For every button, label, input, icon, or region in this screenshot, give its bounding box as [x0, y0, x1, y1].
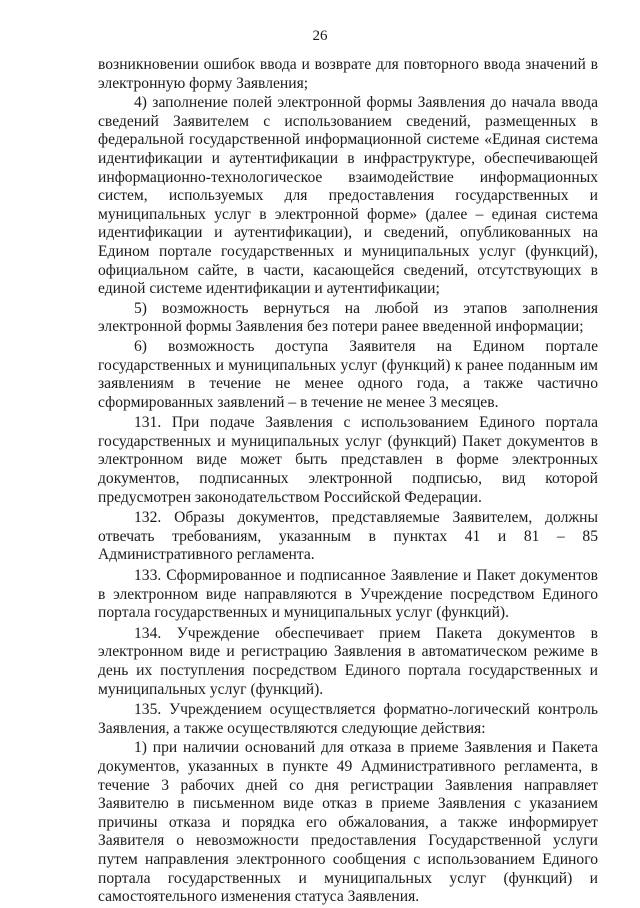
page-number: 26 [312, 28, 328, 44]
list-item-6: 6) возможность доступа Заявителя на Едином портале государственных и муниципальных услуг (функций) к ранее поданным им заявлениям в течение не менее одного года, а также частично сформированных заявлений – в течение не менее 3 месяцев. [98, 337, 598, 411]
list-item-1: 1) при наличии оснований для отказа в приеме Заявления и Пакета документов, указанных в пункте 49 Административного регламента, в течение 3 рабочих дней со дня регистрации Заявления направляет Заявителю в письменном виде отказ в приеме Заявления с указанием причины отказа и порядка его обжалования, а также информирует Заявителя о невозможности предоставления Государственной услуги путем направления электронного сообщения с использованием Единого портала государственных и муниципальных услуг (функций) и самостоятельного изменения статуса Заявления. [98, 739, 598, 906]
paragraph-continuation: возникновении ошибок ввода и возврате для повторного ввода значений в электронную форму Заявления; [98, 56, 598, 92]
clause-131: 131. При подаче Заявления с использованием Единого портала государственных и муниципальных услуг (функций) Пакет документов в электронном виде может быть представлен в форме электронных документов, подписанных электронной подписью, вид которой предусмотрен законодательством Российской Федерации. [98, 414, 598, 506]
clause-135: 135. Учреждением осуществляется форматно-логический контроль Заявления, а также осуществляются следующие действия: [98, 701, 598, 737]
clause-132: 132. Образы документов, представляемые Заявителем, должны отвечать требованиям, указанным в пунктах 41 и 81 – 85 Административного регламента. [98, 509, 598, 564]
document-body [98, 56, 598, 908]
list-item-5: 5) возможность вернуться на любой из этапов заполнения электронной формы Заявления без потери ранее введенной информации; [98, 299, 598, 336]
clause-134: 134. Учреждение обеспечивает прием Пакета документов в электронном виде и регистрацию Заявления в автоматическом режиме в день их поступления посредством Единого портала государственных и муниципальных услуг (функций). [98, 624, 598, 698]
clause-133: 133. Сформированное и подписанное Заявление и Пакет документов в электронном виде направляются в Учреждение посредством Единого портала государственных и муниципальных услуг (функций). [98, 567, 598, 622]
list-item-4: 4) заполнение полей электронной формы Заявления до начала ввода сведений Заявителем с использованием сведений, размещенных в федеральной государственной информационной системе «Единая система идентификации и аутентификации в инфраструктуре, обеспечивающей информационно-технологическое взаимодействие информационных систем, используемых для предоставления государственных и муниципальных услуг в электронной форме» (далее – единая система идентификации и аутентификации), и сведений, опубликованных на Едином портале государственных и муниципальных услуг (функций), официальном сайте, в части, касающейся сведений, отсутствующих в единой системе идентификации и аутентификации; [98, 94, 598, 298]
